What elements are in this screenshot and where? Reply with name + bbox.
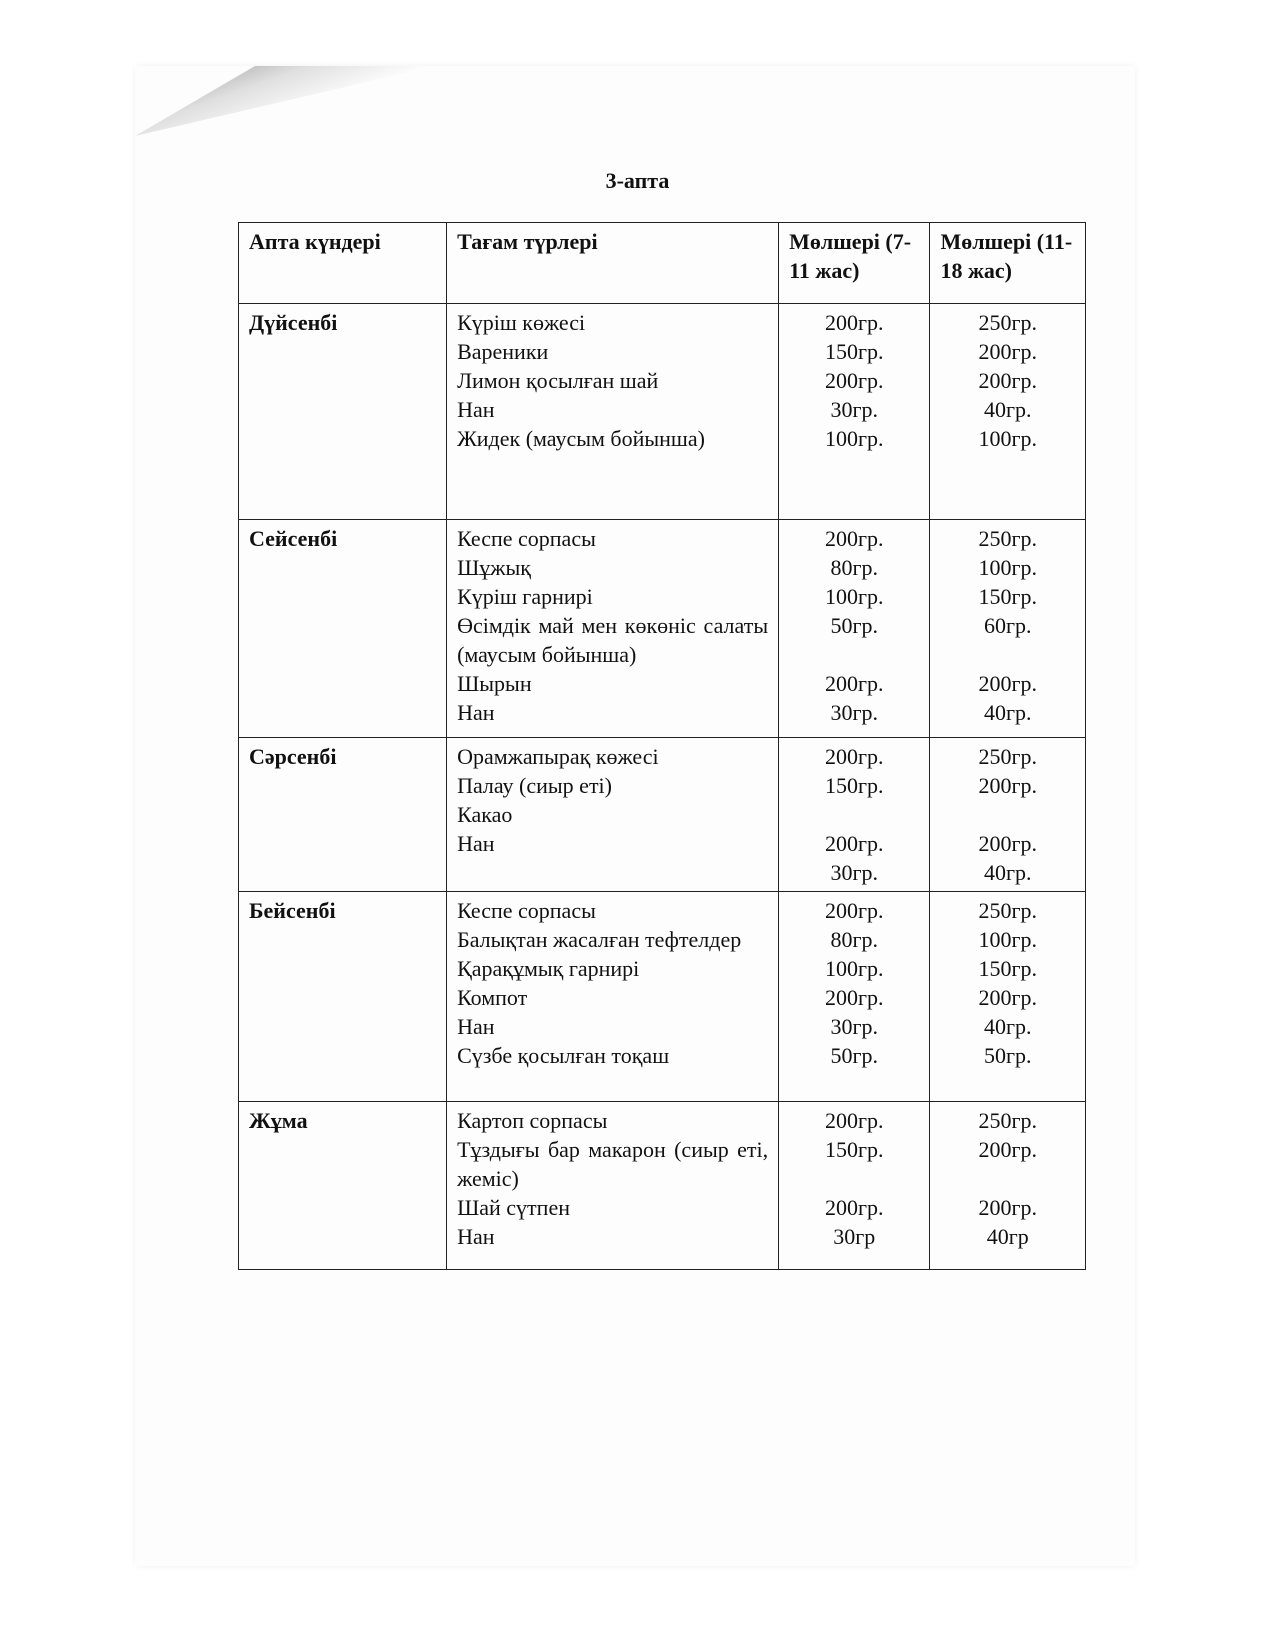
food-item: Орамжапырақ көжесі	[457, 744, 659, 769]
amount-value: 200гр.	[825, 526, 884, 551]
header-amount-7-11: Мөлшері (7-11 жас)	[779, 223, 930, 304]
food-item: Лимон қосылған шай	[457, 368, 659, 393]
amount-value: 50гр.	[830, 613, 879, 638]
food-item: Қарақұмық гарнирі	[457, 956, 640, 981]
page-title: 3-апта	[605, 168, 670, 193]
food-cell	[447, 304, 779, 520]
food-item: Компот	[457, 985, 528, 1010]
amount-value: 200гр.	[978, 368, 1037, 393]
table-row	[239, 1102, 1086, 1270]
food-cell	[447, 520, 779, 738]
amount-value: 40гр	[986, 1224, 1029, 1249]
amount-value: 30гр.	[830, 700, 879, 725]
amount-7-11-cell	[779, 304, 930, 520]
amount-value	[940, 640, 1075, 669]
weekly-menu-table	[238, 222, 1086, 1270]
amount-7-11-cell	[779, 520, 930, 738]
amount-value: 200гр.	[825, 1108, 884, 1133]
amount-value: 60гр.	[983, 613, 1032, 638]
food-item: Күріш көжесі	[457, 310, 586, 335]
amount-value	[789, 640, 919, 669]
food-item: Сүзбе қосылған тоқаш	[457, 1043, 670, 1068]
amount-11-18-cell	[930, 520, 1086, 738]
food-item: Нан	[457, 1014, 495, 1039]
amount-value: 200гр.	[978, 339, 1037, 364]
day-cell: Сейсенбі	[239, 520, 447, 738]
amount-value: 100гр.	[825, 956, 884, 981]
amount-value: 100гр.	[978, 555, 1037, 580]
amount-value: 250гр.	[978, 310, 1037, 335]
amount-value: 100гр.	[825, 426, 884, 451]
amount-value: 40гр.	[983, 1014, 1032, 1039]
amount-value: 30гр.	[830, 1014, 879, 1039]
header-amount-11-18: Мөлшері (11-18 жас)	[930, 223, 1086, 304]
amount-value: 200гр.	[825, 368, 884, 393]
amount-value: 50гр.	[830, 1043, 879, 1068]
food-item: Кеспе сорпасы	[457, 898, 596, 923]
table-header-row	[239, 223, 1086, 304]
food-item: Кеспе сорпасы	[457, 526, 596, 551]
food-item: Күріш гарнирі	[457, 584, 593, 609]
food-item: Картоп сорпасы	[457, 1108, 608, 1133]
food-item: Какао	[457, 802, 513, 827]
amount-value: 30гр	[833, 1224, 876, 1249]
amount-value: 150гр.	[825, 773, 884, 798]
food-item: Нан	[457, 831, 495, 856]
day-cell: Дүйсенбі	[239, 304, 447, 520]
food-item: Балықтан жасалған тефтелдер	[457, 927, 742, 952]
amount-7-11-cell	[779, 1102, 930, 1270]
amount-value: 200гр.	[978, 671, 1037, 696]
amount-value: 200гр.	[978, 1195, 1037, 1220]
amount-value: 200гр.	[825, 1195, 884, 1220]
amount-value: 80гр.	[830, 927, 879, 952]
food-item: Нан	[457, 1224, 495, 1249]
food-item: Шұжық	[457, 555, 531, 580]
amount-value: 100гр.	[978, 426, 1037, 451]
amount-11-18-cell	[930, 738, 1086, 892]
food-cell	[447, 1102, 779, 1270]
amount-value: 150гр.	[825, 339, 884, 364]
amount-7-11-cell	[779, 892, 930, 1102]
amount-value: 80гр.	[830, 555, 879, 580]
amount-value: 40гр.	[983, 860, 1032, 885]
amount-value: 150гр.	[978, 956, 1037, 981]
amount-value: 200гр.	[978, 985, 1037, 1010]
amount-value: 200гр.	[825, 310, 884, 335]
amount-value: 30гр.	[830, 860, 879, 885]
day-cell: Сәрсенбі	[239, 738, 447, 892]
amount-value: 200гр.	[825, 898, 884, 923]
table-row	[239, 520, 1086, 738]
amount-11-18-cell	[930, 304, 1086, 520]
amount-11-18-cell	[930, 1102, 1086, 1270]
amount-value: 200гр.	[978, 1137, 1037, 1162]
amount-value	[789, 800, 919, 829]
amount-value	[789, 1164, 919, 1193]
amount-value: 250гр.	[978, 898, 1037, 923]
amount-value: 200гр.	[978, 831, 1037, 856]
amount-value: 40гр.	[983, 397, 1032, 422]
food-cell	[447, 892, 779, 1102]
header-food: Тағам түрлері	[447, 223, 779, 304]
amount-value: 200гр.	[825, 671, 884, 696]
amount-value: 200гр.	[825, 744, 884, 769]
food-item: Палау (сиыр еті)	[457, 773, 612, 798]
amount-value: 250гр.	[978, 526, 1037, 551]
food-item: Нан	[457, 397, 495, 422]
day-cell: Жұма	[239, 1102, 447, 1270]
amount-7-11-cell	[779, 738, 930, 892]
amount-value	[940, 800, 1075, 829]
day-cell: Бейсенбі	[239, 892, 447, 1102]
amount-value: 250гр.	[978, 744, 1037, 769]
amount-value: 250гр.	[978, 1108, 1037, 1133]
amount-value: 40гр.	[983, 700, 1032, 725]
food-item: Вареники	[457, 339, 549, 364]
food-item: Шай сүтпен	[457, 1195, 570, 1220]
header-day: Апта күндері	[239, 223, 447, 304]
food-cell	[447, 738, 779, 892]
table-row	[239, 738, 1086, 892]
food-item: Шырын	[457, 671, 532, 696]
amount-11-18-cell	[930, 892, 1086, 1102]
amount-value: 200гр.	[825, 985, 884, 1010]
food-item: Нан	[457, 700, 495, 725]
amount-value: 30гр.	[830, 397, 879, 422]
amount-value: 200гр.	[978, 773, 1037, 798]
amount-value: 100гр.	[825, 584, 884, 609]
amount-value: 100гр.	[978, 927, 1037, 952]
food-item: Тұздығы бар макарон (сиыр еті, жеміс)	[457, 1137, 769, 1191]
amount-value: 150гр.	[825, 1137, 884, 1162]
amount-value	[940, 1164, 1075, 1193]
table-row	[239, 304, 1086, 520]
amount-value: 150гр.	[978, 584, 1037, 609]
table-body	[239, 304, 1086, 1270]
table-row	[239, 892, 1086, 1102]
food-item: Өсімдік май мен көкөніс салаты (маусым бойынша)	[457, 613, 769, 667]
food-item: Жидек (маусым бойынша)	[457, 426, 705, 451]
amount-value: 200гр.	[825, 831, 884, 856]
amount-value: 50гр.	[983, 1043, 1032, 1068]
